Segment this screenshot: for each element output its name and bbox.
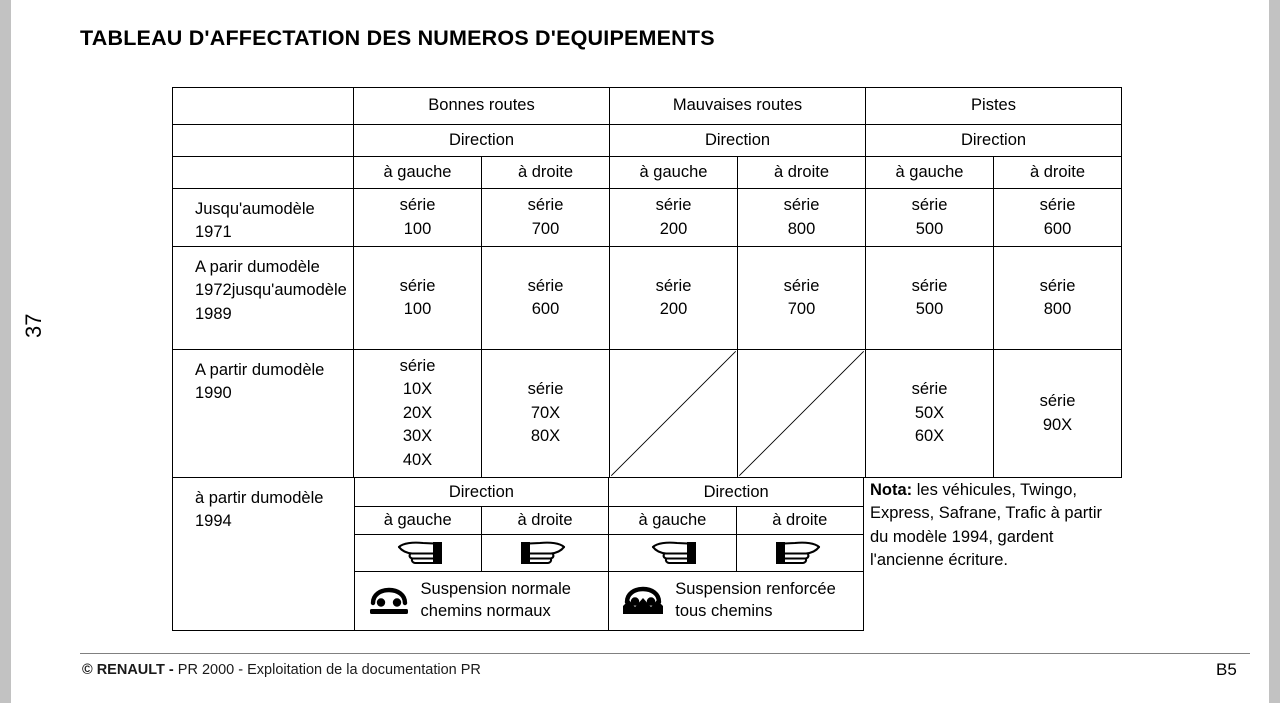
- cell-value-line: 600: [531, 300, 560, 318]
- table-cell: [354, 189, 482, 247]
- cell-value-line: 90X: [1042, 415, 1073, 434]
- nota-label: Nota:: [870, 481, 913, 499]
- bottom-row-label-line: à partir du: [195, 489, 270, 507]
- cell-value-lines: [738, 194, 865, 241]
- nota-text: les véhicules, Twingo, Express, Safrane, Trafic à partir du modèle 1994, gardent l'ancienne écriture.: [870, 481, 1103, 570]
- table-header-sides: [173, 157, 1122, 189]
- cell-value-line: 100: [403, 300, 432, 318]
- side-header-0-1: à droite: [482, 157, 610, 189]
- table-cell: [482, 350, 610, 478]
- model-1994-table: [172, 477, 864, 631]
- bottom-side-header-0-0: à gauche: [354, 507, 481, 535]
- cell-value-lines: [866, 194, 993, 241]
- equipment-numbers-table: [172, 87, 1122, 478]
- cell-value-line: série: [527, 196, 564, 215]
- table-header-direction: [173, 125, 1122, 157]
- table-cell: [994, 247, 1122, 350]
- cell-value-line: 50X: [914, 403, 945, 422]
- table-cell-empty: [738, 350, 866, 478]
- row-label-line: modèle 1972: [195, 258, 320, 300]
- cell-value-lines: [994, 194, 1121, 241]
- cell-value-line: 200: [659, 300, 688, 318]
- cell-value-line: série: [783, 276, 820, 295]
- cell-value-line: série: [399, 356, 436, 375]
- cell-value-lines: [354, 355, 481, 472]
- table-cell: [610, 247, 738, 350]
- cell-value-line: 80X: [530, 427, 561, 446]
- suspension-label-line: Suspension normale: [420, 580, 571, 599]
- corner-cell: [173, 157, 354, 189]
- empty-cell-diagonal: [738, 350, 865, 477]
- cell-value-line: série: [655, 196, 692, 215]
- footer-divider: [80, 653, 1250, 654]
- cell-value-lines: [994, 275, 1121, 322]
- cell-value-lines: [482, 194, 609, 241]
- row-label-line: jusqu'au: [231, 281, 293, 300]
- side-header-1-1: à droite: [738, 157, 866, 189]
- direction-header-2: Direction: [866, 125, 1122, 157]
- side-header-2-1: à droite: [994, 157, 1122, 189]
- bottom-direction-header-1: Direction: [609, 478, 864, 507]
- cell-value-line: 30X: [402, 427, 433, 446]
- direction-header-1: Direction: [610, 125, 866, 157]
- bottom-side-header-0-1: à droite: [481, 507, 608, 535]
- corner-cell: [173, 125, 354, 157]
- row-label-line: Jusqu'au: [195, 200, 261, 218]
- cell-value-lines: [610, 275, 737, 322]
- side-header-1-0: à gauche: [610, 157, 738, 189]
- cell-value-line: 70X: [530, 403, 561, 422]
- bottom-direction-header-0: Direction: [354, 478, 609, 507]
- hand-icon-cell-1: [481, 535, 608, 572]
- suspension-label: [421, 579, 571, 623]
- table-cell-empty: [610, 350, 738, 478]
- page-edge-strip-left: [0, 0, 11, 703]
- cell-value-line: série: [783, 196, 820, 215]
- table-cell: [738, 247, 866, 350]
- hand-icon-cell-2: [609, 535, 736, 572]
- row-label-line: modèle 1989: [195, 281, 347, 323]
- cell-value-line: série: [399, 196, 436, 215]
- cell-value-lines: [354, 275, 481, 322]
- table-cell: [866, 247, 994, 350]
- hand-icon-cell-0: [354, 535, 481, 572]
- cell-value-line: 800: [787, 219, 816, 238]
- bottom-table-row-direction: [173, 478, 864, 507]
- footer-brand: © RENAULT -: [82, 662, 174, 678]
- cell-value-lines: [866, 378, 993, 448]
- suspension-label-line: Suspension renforcée: [675, 580, 836, 599]
- table-cell: [738, 189, 866, 247]
- bottom-side-header-1-0: à gauche: [609, 507, 736, 535]
- suspension-reinforced-icon: [621, 586, 665, 616]
- table-row: [173, 189, 1122, 247]
- cell-value-line: 500: [915, 300, 944, 318]
- cell-value-line: série: [911, 276, 948, 295]
- cell-value-line: 800: [1043, 300, 1072, 318]
- suspension-label-line: tous chemins: [675, 602, 773, 620]
- cell-value-line: 700: [531, 219, 560, 238]
- hand-icon-cell-3: [736, 535, 863, 572]
- side-header-2-0: à gauche: [866, 157, 994, 189]
- page-edge-strip-right: [1269, 0, 1280, 703]
- cell-value-line: série: [399, 276, 436, 295]
- page-title: TABLEAU D'AFFECTATION DES NUMEROS D'EQUIPEMENTS: [80, 26, 715, 50]
- row-label-line: A partir du: [195, 361, 271, 379]
- cell-value-line: série: [655, 276, 692, 295]
- cell-value-line: 500: [915, 219, 944, 238]
- cell-value-line: série: [911, 196, 948, 215]
- nota-note: [870, 479, 1122, 573]
- hand-point-right-icon: [771, 540, 829, 566]
- cell-value-lines: [994, 390, 1121, 437]
- table-cell: [354, 350, 482, 478]
- empty-cell-diagonal: [610, 350, 737, 477]
- row-label: [173, 247, 354, 350]
- row-label-line: A parir du: [195, 258, 266, 276]
- row-label-line: modèle 1990: [195, 361, 325, 403]
- suspension-cell-1: [609, 572, 864, 631]
- cell-value-line: 200: [659, 219, 688, 238]
- bottom-row-label-line: modèle 1994: [195, 489, 324, 531]
- cell-value-line: série: [1039, 392, 1076, 411]
- table-cell: [866, 350, 994, 478]
- footer-page-code: B5: [1216, 660, 1237, 679]
- group-header-0: Bonnes routes: [354, 88, 610, 125]
- hand-point-left-icon: [643, 540, 701, 566]
- cell-value-line: série: [527, 380, 564, 399]
- table-cell: [354, 247, 482, 350]
- row-label-line: modèle 1971: [195, 200, 315, 242]
- cell-value-lines: [482, 275, 609, 322]
- hand-point-left-icon: [389, 540, 447, 566]
- group-header-2: Pistes: [866, 88, 1122, 125]
- group-header-1: Mauvaises routes: [610, 88, 866, 125]
- row-label: [173, 350, 354, 478]
- bottom-side-header-1-1: à droite: [736, 507, 863, 535]
- suspension-cell-0: [354, 572, 609, 631]
- cell-value-line: série: [1039, 276, 1076, 295]
- footer-text: [82, 662, 481, 678]
- table-header-groups: [173, 88, 1122, 125]
- table-cell: [866, 189, 994, 247]
- suspension-label-line: chemins normaux: [420, 602, 551, 620]
- cell-value-lines: [738, 275, 865, 322]
- cell-value-line: 10X: [402, 380, 433, 399]
- cell-value-lines: [482, 378, 609, 448]
- cell-value-line: 20X: [402, 403, 433, 422]
- table-cell: [482, 189, 610, 247]
- table-cell: [994, 350, 1122, 478]
- cell-value-line: 40X: [402, 450, 433, 469]
- cell-value-line: série: [911, 380, 948, 399]
- table-cell: [994, 189, 1122, 247]
- bottom-row-label: [173, 478, 355, 631]
- table-cell: [610, 189, 738, 247]
- cell-value-line: 60X: [914, 427, 945, 446]
- table-row: [173, 350, 1122, 478]
- row-label: [173, 189, 354, 247]
- cell-value-lines: [354, 194, 481, 241]
- cell-value-lines: [866, 275, 993, 322]
- cell-value-line: série: [1039, 196, 1076, 215]
- corner-cell: [173, 88, 354, 125]
- cell-value-line: 700: [787, 300, 816, 318]
- side-header-0-0: à gauche: [354, 157, 482, 189]
- suspension-label: [675, 579, 836, 623]
- cell-value-line: série: [527, 276, 564, 295]
- page-number: 37: [21, 313, 46, 338]
- table-cell: [482, 247, 610, 350]
- direction-header-0: Direction: [354, 125, 610, 157]
- cell-value-line: 100: [403, 219, 432, 238]
- cell-value-lines: [610, 194, 737, 241]
- suspension-normal-icon: [367, 586, 411, 616]
- footer-detail: PR 2000 - Exploitation de la documentation PR: [173, 662, 481, 678]
- cell-value-line: 600: [1043, 219, 1072, 238]
- hand-point-right-icon: [516, 540, 574, 566]
- table-row: [173, 247, 1122, 350]
